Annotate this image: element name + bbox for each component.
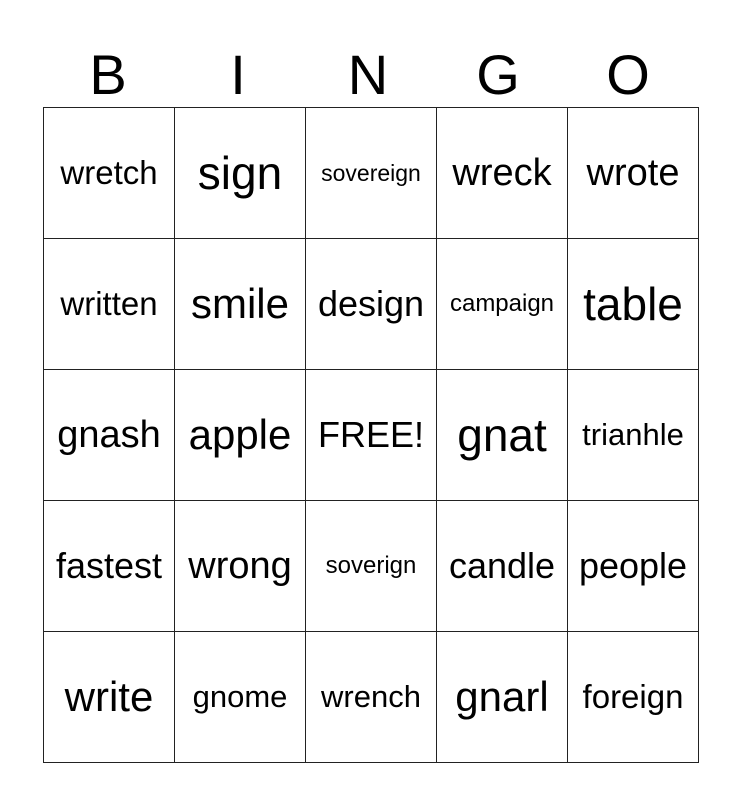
bingo-cell: smile <box>175 239 306 370</box>
bingo-cell: candle <box>437 501 568 632</box>
bingo-cell: fastest <box>44 501 175 632</box>
bingo-cell: gnat <box>437 370 568 501</box>
bingo-cell: gnome <box>175 632 306 763</box>
grid-row <box>44 108 699 239</box>
bingo-cell: written <box>44 239 175 370</box>
header-letter-o: O <box>606 43 650 106</box>
bingo-cell: trianhle <box>568 370 699 501</box>
bingo-cell: apple <box>175 370 306 501</box>
bingo-cell: wrench <box>306 632 437 763</box>
header-letter-b: B <box>89 43 127 106</box>
bingo-cell: gnarl <box>437 632 568 763</box>
header-letter-g: G <box>476 43 520 106</box>
bingo-cell: foreign <box>568 632 699 763</box>
bingo-cell: wreck <box>437 108 568 239</box>
bingo-grid <box>43 107 699 763</box>
bingo-header <box>43 44 693 106</box>
bingo-cell: wretch <box>44 108 175 239</box>
bingo-cell: people <box>568 501 699 632</box>
bingo-cell: write <box>44 632 175 763</box>
bingo-cell: wrong <box>175 501 306 632</box>
bingo-cell: wrote <box>568 108 699 239</box>
header-letter-i: I <box>230 43 246 106</box>
grid-row <box>44 370 699 501</box>
bingo-cell: design <box>306 239 437 370</box>
grid-row <box>44 239 699 370</box>
bingo-cell: sovereign <box>306 108 437 239</box>
bingo-cell: soverign <box>306 501 437 632</box>
header-letter-n: N <box>347 43 389 106</box>
bingo-cell: sign <box>175 108 306 239</box>
bingo-cell: gnash <box>44 370 175 501</box>
bingo-cell: campaign <box>437 239 568 370</box>
bingo-cell: table <box>568 239 699 370</box>
grid-row <box>44 632 699 763</box>
grid-row <box>44 501 699 632</box>
bingo-cell free-space: FREE! <box>306 370 437 501</box>
